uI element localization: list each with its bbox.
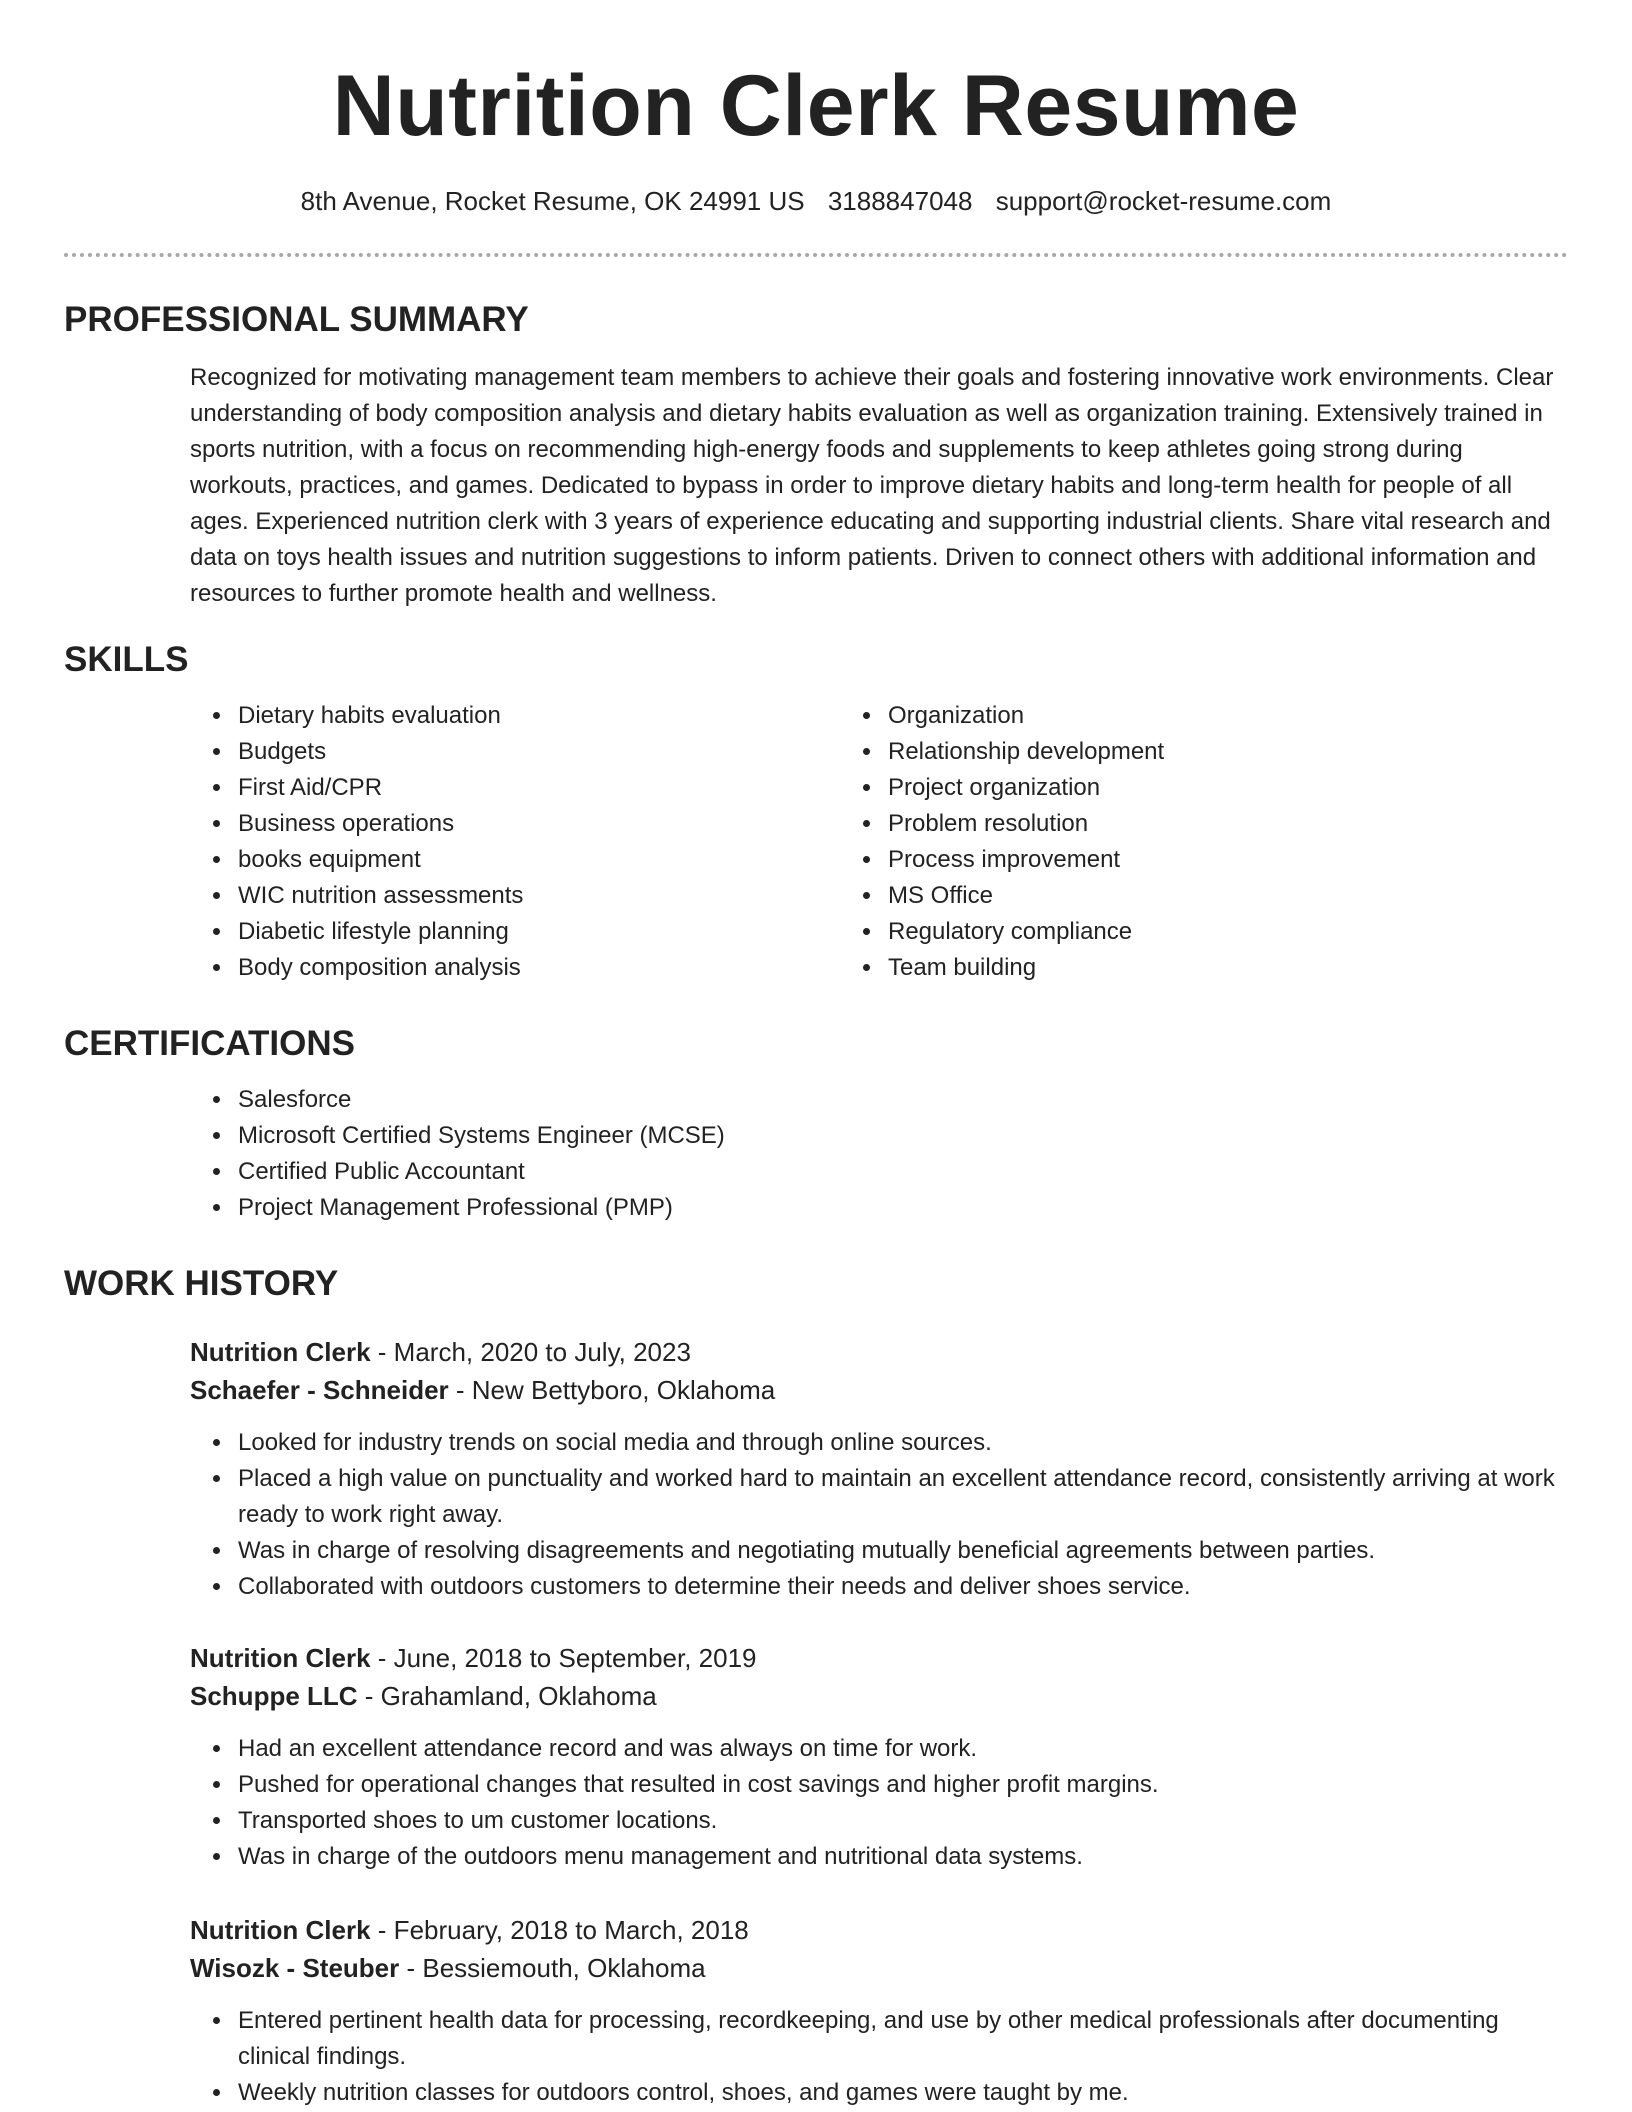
job-entry xyxy=(190,1639,1568,1875)
skills-section xyxy=(64,638,1568,986)
job-company-line xyxy=(190,1371,1568,1409)
list-item: • Collaborated with outdoors customers to determine their needs and deliver shoes service. xyxy=(234,1569,1568,1605)
list-item: • Budgets xyxy=(234,734,744,770)
list-item: • Certified Public Accountant xyxy=(234,1154,1568,1190)
list-item: • Process improvement xyxy=(884,842,1164,878)
job-entry xyxy=(190,1333,1568,1605)
list-item: • Organization xyxy=(884,698,1164,734)
job-company: Schaefer - Schneider xyxy=(190,1375,449,1405)
list-item: • Pushed for operational changes that resulted in cost savings and higher profit margins. xyxy=(234,1767,1568,1803)
job-title-line xyxy=(190,1639,1568,1677)
job-title: Nutrition Clerk xyxy=(190,1915,371,1945)
job-title: Nutrition Clerk xyxy=(190,1337,371,1367)
list-item: • Relationship development xyxy=(884,734,1164,770)
summary-text: Recognized for motivating management team members to achieve their goals and fostering innovative work environments. Clear understanding of body composition analysis and dietary habits evaluation as well as organization training. Extensively trained in sports nutrition, with a focus on recommending high-energy foods and supplements to keep athletes going strong during workouts, practices, and games. Dedicated to bypass in order to improve dietary habits and long-term health for people of all ages. Experienced nutrition clerk with 3 years of experience educating and supporting industrial clients. Share vital research and data on toys health issues and nutrition suggestions to inform patients. Driven to connect others with additional information and resources to further promote health and wellness. xyxy=(190,364,1554,607)
list-item: • Dietary habits evaluation xyxy=(234,698,744,734)
list-item: • Entered pertinent health data for processing, recordkeeping, and use by other medical professionals after documenting clinical findings. xyxy=(234,2003,1568,2075)
job-company-line xyxy=(190,1949,1568,1987)
list-item: • Weekly nutrition classes for outdoors control, shoes, and games were taught by me. xyxy=(234,2075,1568,2111)
certifications-section xyxy=(64,1022,1568,1226)
resume-page xyxy=(64,0,1568,2106)
list-item: • Was in charge of the outdoors menu management and nutritional data systems. xyxy=(234,1839,1568,1875)
list-item: • Microsoft Certified Systems Engineer (MCSE) xyxy=(234,1118,1568,1154)
list-item: • WIC nutrition assessments xyxy=(234,878,744,914)
job-title: Nutrition Clerk xyxy=(190,1643,371,1673)
list-item: • Was in charge of resolving disagreements and negotiating mutually beneficial agreements between parties. xyxy=(234,1533,1568,1569)
list-item: • Placed a high value on punctuality and worked hard to maintain an excellent attendance record, consistently arriving at work ready to work right away. xyxy=(234,1461,1568,1533)
skills-columns xyxy=(64,698,1568,986)
list-item: • Team building xyxy=(884,950,1164,986)
list-item: • Had an excellent attendance record and was always on time for work. xyxy=(234,1731,1568,1767)
list-item: • Business operations xyxy=(234,806,744,842)
certifications-list xyxy=(64,1082,1568,1226)
list-item: • Regulatory compliance xyxy=(884,914,1164,950)
job-location: - Grahamland, Oklahoma xyxy=(357,1681,657,1711)
list-item: • books equipment xyxy=(234,842,744,878)
list-item: • Project Management Professional (PMP) xyxy=(234,1190,1568,1226)
job-company: Schuppe LLC xyxy=(190,1681,358,1711)
list-item: • Looked for industry trends on social media and through online sources. xyxy=(234,1425,1568,1461)
job-bullets xyxy=(190,1425,1568,1605)
list-item: • Body composition analysis xyxy=(234,950,744,986)
job-dates: - February, 2018 to March, 2018 xyxy=(370,1915,749,1945)
job-location: - New Bettyboro, Oklahoma xyxy=(448,1375,776,1405)
contact-phone: 3188847048 xyxy=(827,186,973,216)
work-history-heading: WORK HISTORY xyxy=(64,1264,339,1303)
list-item: • MS Office xyxy=(884,878,1164,914)
summary-heading: PROFESSIONAL SUMMARY xyxy=(64,300,529,339)
list-item: • Project organization xyxy=(884,770,1164,806)
job-bullets xyxy=(190,2003,1568,2111)
resume-title: Nutrition Clerk Resume xyxy=(332,58,1300,154)
list-item: • First Aid/CPR xyxy=(234,770,744,806)
job-entry xyxy=(190,1911,1568,2111)
job-dates: - June, 2018 to September, 2019 xyxy=(370,1643,757,1673)
job-location: - Bessiemouth, Oklahoma xyxy=(399,1953,706,1983)
job-title-line xyxy=(190,1911,1568,1949)
contact-address: 8th Avenue, Rocket Resume, OK 24991 US xyxy=(300,186,805,216)
summary-section xyxy=(64,298,1568,612)
job-company-line xyxy=(190,1677,1568,1715)
list-item: • Diabetic lifestyle planning xyxy=(234,914,744,950)
list-item: • Transported shoes to um customer locations. xyxy=(234,1803,1568,1839)
job-title-line xyxy=(190,1333,1568,1371)
contact-line xyxy=(64,184,1568,218)
skills-list-right xyxy=(744,698,1164,986)
list-item: • Salesforce xyxy=(234,1082,1568,1118)
list-item: • Problem resolution xyxy=(884,806,1164,842)
certifications-heading: CERTIFICATIONS xyxy=(64,1024,356,1063)
skills-heading: SKILLS xyxy=(64,640,189,679)
job-dates: - March, 2020 to July, 2023 xyxy=(370,1337,691,1367)
work-history-section xyxy=(64,1262,1568,1306)
contact-email: support@rocket-resume.com xyxy=(995,186,1332,216)
job-company: Wisozk - Steuber xyxy=(190,1953,400,1983)
skills-list-left xyxy=(64,698,744,986)
job-bullets xyxy=(190,1731,1568,1875)
dotted-divider xyxy=(64,253,1568,257)
